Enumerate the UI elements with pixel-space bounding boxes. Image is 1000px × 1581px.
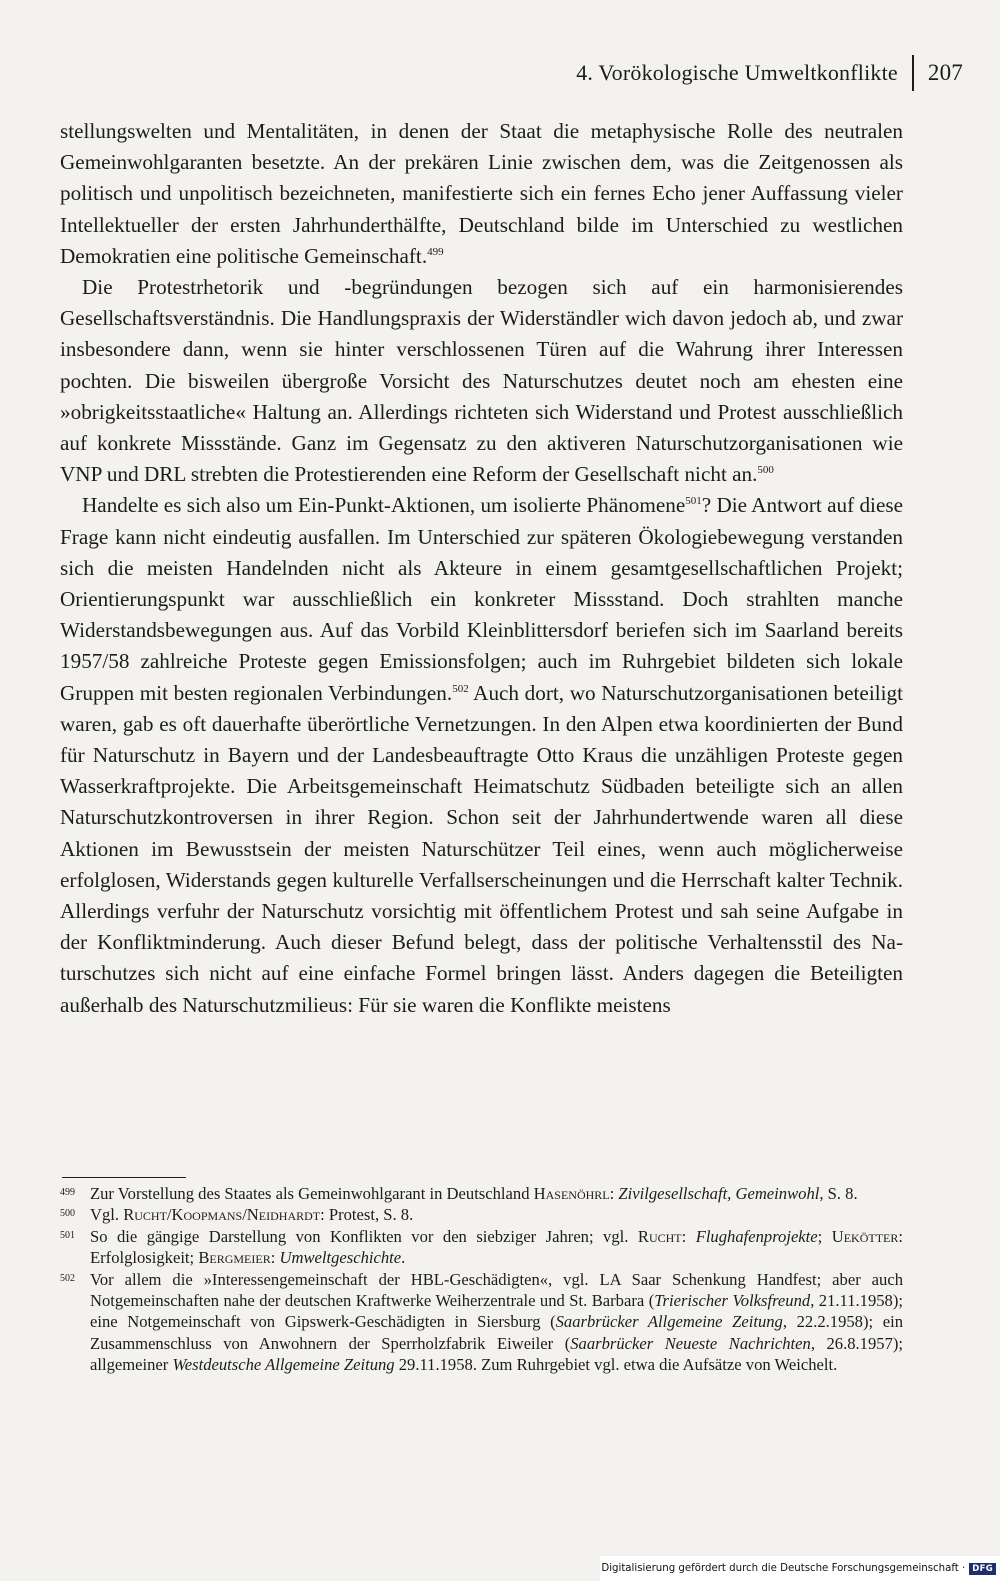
main-text [60, 116, 903, 1021]
digitization-footer [600, 1556, 1000, 1581]
footnote-ref-499[interactable]: 499 [427, 245, 444, 258]
footnote-number: 500 [60, 1208, 75, 1220]
running-header [0, 56, 963, 90]
footnote-ref-502[interactable]: 502 [452, 682, 469, 695]
paragraph-1: stellungswelten und Mentalitäten, in denen der Staat die metaphysische Rolle des neutralen Gemeinwohlgaranten besetzte. An der prekären Linie zwischen dem, was die Zeitgenossen als politisch und unpolitisch bezeichneten, manifestierte sich ein fernes Echo jener Auffassung vieler Intellektueller der ersten Jahrhunderthälfte, Deutschland bilde im Unterschied zu westlichen Demokratien eine politische Gemeinschaft.$^{499}$ [60, 119, 903, 268]
footnote-divider [62, 1177, 186, 1178]
footnote-number: 502 [60, 1272, 75, 1284]
footnote-ref-501[interactable]: 501 [685, 495, 702, 508]
footnote-500: 500 Vgl. Rucht/Koopmans/Neidhardt: Protest, S. 8. [60, 1205, 414, 1225]
funding-notice: Digitalisierung gefördert durch die Deutsche Forschungsgemeinschaft · [601, 1563, 966, 1574]
paragraph-3: Handelte es sich also um Ein-Punkt-Aktionen, um isolierte Phänomene$^{501}$? Die Antwort auf diese Frage kann nicht eindeutig ausfallen. Im Unterschied zur späteren Ökologiebewegung verstanden sich die meisten Handelnden nicht als Akteure in einem gesamtgesellschaftlichen Projekt; Orientierungspunkt war ausschließlich ein konkreter Missstand. Doch strahlten manche Widerstandsbewegungen aus. Auf das Vorbild Kleinblittersdorf beriefen sich im Saarland bereits 1957/58 zahlreiche Proteste gegen Emissionsfolgen; auch im Ruhrgebiet bildeten sich lokale Gruppen mit besten regionalen Verbindungen.$^{502}$ Auch dort, wo Naturschutzorganisationen beteiligt waren, gab es oft dauerhafte überörtliche Vernetzungen. In den Alpen etwa koordinierten der Bund für Naturschutz in Bayern und der Landesbeauftragte Otto Kraus die unzähligen Proteste gegen Wasserkraftprojekte. Die Arbeitsgemeinschaft Heimatschutz Südbaden beteiligte sich an allen Naturschutzkontroversen in ihrer Region. Schon seit der Jahrhundertwende waren all diese Aktionen im Bewusstsein der meisten Naturschützer Teil eines, wenn auch möglicherweise erfolglosen, Widerstands gegen kulturelle Verfallserscheinungen und die Herrschaft kalter Technik. Allerdings verfuhr der Naturschutz vorsichtig mit öffentlichem Protest und sah seine Aufgabe in der Konfliktminderung. Auch dieser Befund belegt, dass der politische Verhaltensstil des Naturschutzes sich nicht auf eine einfache Formel bringen lässt. Anders dagegen die Beteiligten außerhalb des Naturschutzmilieus: Für sie waren die Konflikte meistens [60, 493, 903, 1017]
footnote-501: 501 So die gängige Darstellung von Konflikten vor den siebziger Jahren; vgl. Rucht: Flughafenprojekte; Uekötter: Erfolglosigkeit; Bergmeier: Umweltgeschichte. [60, 1226, 903, 1268]
header-divider [912, 55, 914, 91]
footnote-number: 501 [60, 1229, 75, 1241]
footnote-502: 502 Vor allem die »Interessengemeinschaft der HBL-Geschädigten«, vgl. LA Saar Schenkung Handfest; aber auch Notgemeinschaften nahe der deutschen Kraftwerke Weiherzentrale und St. Barbara (Trierischer Volksfreund, 21.11.1958); eine Notgemeinschaft von Gipswerk-Geschädigten in Siersburg (Saarbrücker Allgemeine Zeitung, 22.2.1958); ein Zusammenschluss von Anwohnern der Sperrholzfabrik Eiweiler (Saarbrücker Neueste Nachrichten, 26.8.1957); allgemeiner Westdeutsche Allgemeine Zeitung 29.11.1958. Zum Ruhrgebiet vgl. etwa die Aufsätze von Weichelt. [60, 1269, 904, 1375]
page-number: 207 [927, 60, 963, 85]
dfg-logo: DFG [969, 1563, 996, 1575]
footnote-ref-500[interactable]: 500 [757, 464, 774, 477]
footnote-499: 499 Zur Vorstellung des Staates als Gemeinwohlgarant in Deutschland Hasenöhrl: Zivilgesellschaft, Gemeinwohl, S. 8. [60, 1184, 858, 1203]
footnotes [60, 1183, 903, 1376]
paragraph-2: Die Protestrhetorik und -begründungen bezogen sich auf ein harmonisierendes Gesellschaftsverständnis. Die Handlungspraxis der Widerständler wich davon jedoch ab, und zwar insbesondere dann, wenn sie hinter verschlossenen Türen auf die Wahrung ihrer Interessen pochten. Die bisweilen übergroße Vorsicht des Naturschutzes deutet noch am ehesten eine »obrigkeitsstaatliche« Haltung an. Allerdings richteten sich Widerstand und Protest ausschließlich auf konkrete Missstände. Ganz im Gegensatz zu den aktiveren Naturschutzorganisationen wie VNP und DRL strebten die Protestierenden eine Reform der Gesellschaft nicht an.$^{500}$ [60, 275, 903, 487]
footnote-number: 499 [60, 1187, 75, 1198]
chapter-title: 4. Vorökologische Umweltkonflikte [576, 60, 898, 85]
